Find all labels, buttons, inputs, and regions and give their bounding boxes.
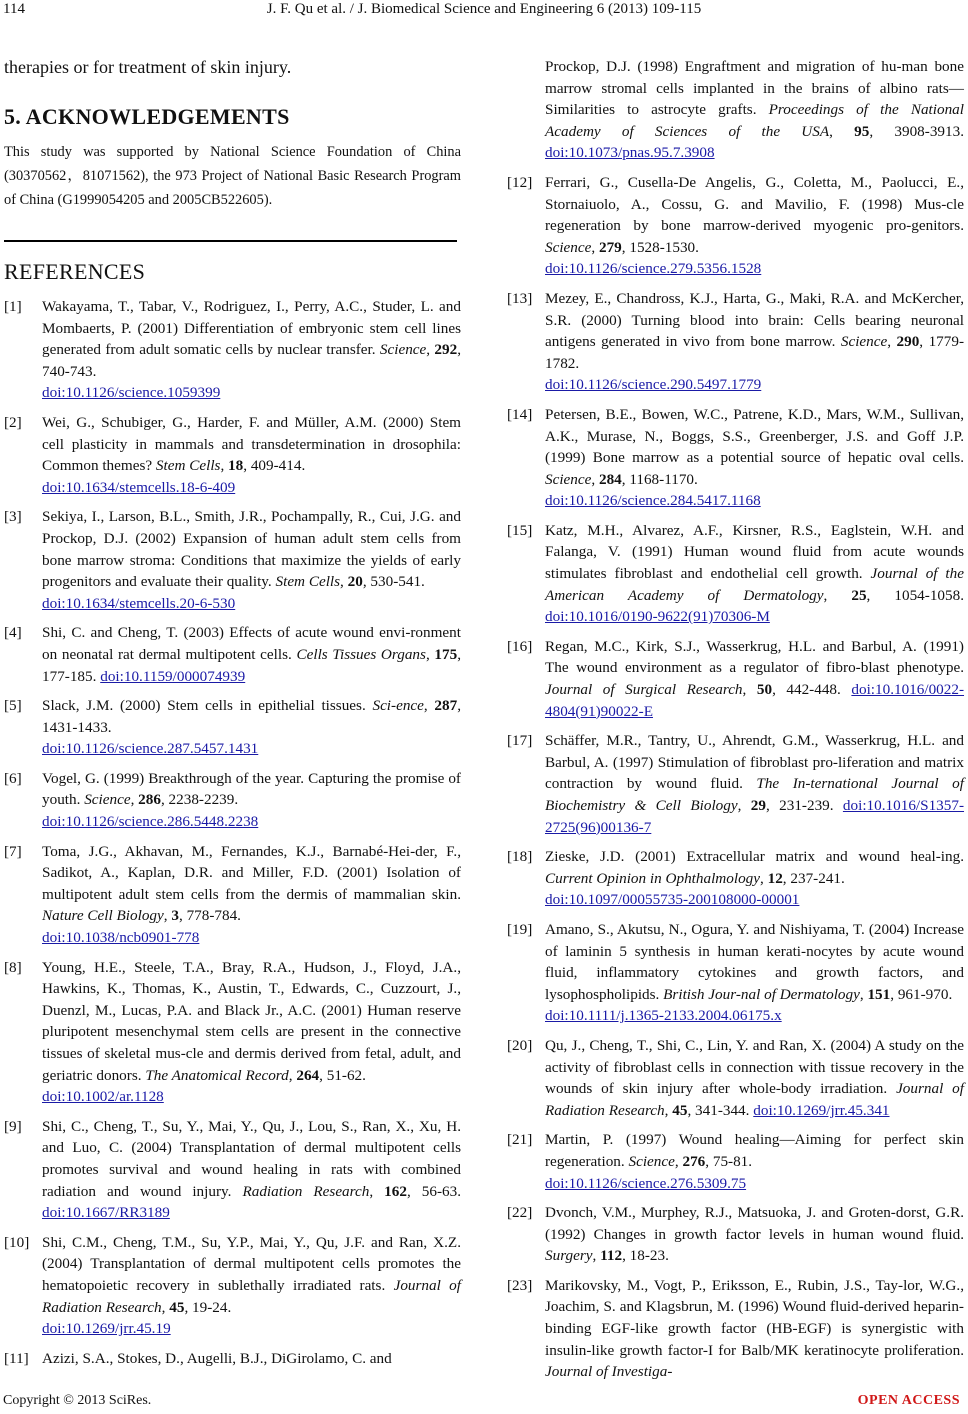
page-number: 114 [3,1,25,17]
reference-body: Vogel, G. (1999) Breakthrough of the year. Capturing the promise of youth. [42,769,461,809]
reference-separator: , [288,1066,297,1084]
reference-journal: Nature Cell Biology [42,907,164,925]
reference-item [4,296,461,404]
reference-number: [16] [507,637,533,655]
reference-number: [1] [4,298,22,315]
reference-journal: Journal of Investiga- [545,1363,673,1381]
reference-item [4,412,461,498]
reference-continuation [507,56,964,164]
reference-pages: , 237-241. [782,869,845,887]
right-column [507,56,964,1391]
reference-pages: , 2238-2239. [160,791,239,809]
reference-journal: Radiation Research [242,1182,370,1200]
reference-body: Amano, S., Akutsu, N., Ogura, Y. and Nishiyama, T. (2004) Increase of laminin 5 synthesis in human kerati-nocytes by acute wound fluid, inflammatory cytokines and growth factors, and lysophospholipids. [545,920,964,1003]
acknowledgements-heading: 5. ACKNOWLEDGEMENTS [4,104,290,129]
reference-separator: , [591,238,599,256]
reference-journal: British Jour-nal of Dermatology [663,985,860,1003]
reference-volume: 292 [434,341,458,359]
reference-separator: , [220,457,229,475]
page-header [0,0,968,30]
reference-journal: Surgery [545,1247,593,1265]
reference-separator: , [859,985,868,1003]
reference-journal: Journal of Radiation Research [545,1080,964,1119]
reference-pages: , 740-743. [42,341,461,380]
reference-item [4,1116,461,1224]
reference-separator: , [742,681,757,699]
reference-volume: 95 [854,122,870,140]
reference-journal: Cells Tissues Organs [296,645,426,663]
reference-journal: Journal of Radiation Research [42,1276,461,1316]
reference-volume: 112 [600,1247,623,1265]
doi-link[interactable]: doi:10.1269/jrr.45.19 [42,1320,171,1338]
reference-pages: , 409-414. [243,457,306,475]
reference-item [507,636,964,722]
reference-list-right [507,172,964,1383]
reference-journal: The Anatomical Record [145,1066,289,1084]
reference-number: [19] [507,920,533,938]
continued-text: therapies or for treatment of skin injury. [4,57,292,77]
reference-volume: 276 [682,1152,706,1170]
reference-body: Ferrari, G., Cusella-De Angelis, G., Coletta, M., Paolucci, E., Stornaiuolo, A., Cossu, G. and Mavilio, F. (1998) Mus-cle regeneration by bone marrow-derived myogenic pro-genitors. [545,173,964,235]
reference-item [507,1275,964,1383]
reference-body: Katz, M.H., Alvarez, A.F., Kirsner, R.S., Eaglstein, W.H. and Falanga, V. (1991) Human wound fluid from acute wounds stimulates fibroblast and endothelial cell growth. [545,521,964,583]
reference-body: Slack, J.M. (2000) Stem cells in epithelial tissues. [42,697,373,715]
doi-link[interactable]: doi:10.1634/stemcells.18-6-409 [42,478,236,496]
reference-item [4,1232,461,1340]
doi-link[interactable]: doi:10.1111/j.1365-2133.2004.06175.x [545,1007,782,1025]
reference-separator: , [425,645,435,663]
reference-volume: 290 [896,333,920,351]
reference-number: [23] [507,1276,533,1294]
section-divider [4,240,457,242]
reference-list-left [4,296,461,1369]
reference-item [507,404,964,512]
reference-volume: 3 [171,907,179,925]
reference-journal: The In-ternational Journal of Biochemistry & Cell Biology [545,775,964,814]
doi-link[interactable]: doi:10.1016/0190-9622(91)70306-M [545,608,770,626]
doi-link[interactable]: doi:10.1159/000074939 [100,667,246,685]
reference-body: Zieske, J.D. (2001) Extracellular matrix and wound heal-ing. [545,848,964,866]
reference-item [507,1129,964,1194]
reference-number: [10] [4,1233,30,1251]
reference-item [507,919,964,1027]
reference-number: [13] [507,289,533,307]
reference-body: Qu, J., Cheng, T., Shi, C., Lin, Y. and Ran, X. (2004) A study on the activity of fibroblast cells in connection with tissue recovery in the wounds of skin injury after whole-body irradiation. [545,1036,964,1098]
reference-item [4,622,461,687]
reference-body: Dvonch, V.M., Murphey, R.J., Matsuoka, J. and Groten-dorst, G.R. (1992) Changes in growth factor levels in human wound fluid. [545,1204,964,1243]
doi-link[interactable]: doi:10.1126/science.276.5309.75 [545,1174,747,1192]
reference-number: [20] [507,1036,533,1054]
reference-separator: , [163,907,172,925]
doi-link[interactable]: doi:10.1126/science.1059399 [42,384,221,402]
reference-pages: , 231-239. [765,797,843,814]
reference-volume: 29 [750,797,766,814]
reference-number: [7] [4,842,22,860]
reference-journal: Science [84,791,131,809]
reference-volume: 50 [756,681,773,699]
reference-number: [8] [4,958,22,976]
reference-body: Regan, M.C., Kirk, S.J., Wasserkrug, H.L. and Barbul, A. (1991) The wound environment as a regulator of fibro-blast phenotype. [545,637,964,677]
reference-item [4,841,461,949]
reference-body: Shi, C.M., Cheng, T.M., Su, Y.P., Mai, Y., Qu, J.F. and Ran, X.Z. (2004) Transplantation of dermal multipotent cells promotes the hematopoietic recovery in sublethally irradiated rats. [42,1233,461,1294]
doi-link[interactable]: doi:10.1667/RR3189 [42,1204,170,1222]
reference-separator: , [760,869,768,887]
reference-item [4,695,461,760]
reference-volume: 279 [598,238,622,256]
reference-journal: Sci-ence [372,697,424,715]
open-access-badge: OPEN ACCESS [857,1393,960,1408]
doi-link[interactable]: doi:10.1016/S1357-2725(96)00136-7 [545,797,965,836]
reference-separator: , [161,1298,170,1316]
reference-item [507,520,964,628]
reference-body: Young, H.E., Steele, T.A., Bray, R.A., Hudson, J., Floyd, J.A., Hawkins, K., Thomas, K., Austin, T., Edwards, C., Cuzzourt, J., Duenzl, M., Lucas, P.A. and Black Jr., A.C. (2001) Human reserve pluripotent mesenchymal stem cells are present in the connective tissues of skeletal mus-cle and dermis derived from fetal, adult, and geriatric donors. [42,958,461,1084]
reference-volume: 45 [672,1101,688,1119]
reference-body: Prockop, D.J. (1998) Engraftment and migration of hu-man bone marrow stromal cells implanted in the brains of albino rats—Similarities to astrocyte grafts. [545,58,964,119]
reference-number: [9] [4,1117,22,1135]
reference-number: [14] [507,405,533,423]
reference-pages: , 177-185. [42,645,461,685]
doi-link[interactable]: doi:10.1126/science.284.5417.1168 [545,492,761,510]
doi-link[interactable]: doi:10.1126/science.287.5457.1431 [42,740,259,758]
reference-item [507,1035,964,1121]
reference-pages: , 1168-1170. [621,470,698,488]
reference-separator: , [591,470,599,488]
reference-item [4,768,461,833]
reference-pages: , 56-63. [406,1182,462,1200]
doi-link[interactable]: doi:10.1634/stemcells.20-6-530 [42,594,236,612]
references-heading: REFERENCES [4,259,146,284]
reference-number: [6] [4,769,22,787]
reference-journal: Journal of the American Academy of Dermatology [545,565,964,604]
reference-pages: , 18-23. [622,1247,669,1265]
reference-journal: Science [840,333,888,351]
reference-pages: , 961-970. [890,985,953,1003]
reference-journal: Science [545,238,592,256]
reference-separator: , [340,573,348,591]
reference-volume: 151 [867,985,891,1003]
reference-number: [15] [507,521,533,539]
reference-body: Mezey, E., Chandross, K.J., Harta, G., Maki, R.A. and McKercher, S.R. (2000) Turning blood into brain: Cells bearing neuronal antigens generated in vivo from bone marrow. [545,289,964,351]
reference-pages: , 3908-3913. [869,122,964,140]
doi-link[interactable]: doi:10.1126/science.286.5448.2238 [42,813,259,831]
reference-item [507,288,964,396]
reference-volume: 287 [434,697,458,715]
reference-separator: , [369,1182,385,1200]
reference-separator: , [829,122,855,140]
reference-item [4,506,461,614]
doi-link[interactable]: doi:10.1126/science.279.5356.1528 [545,260,762,278]
reference-body: Toma, J.G., Akhavan, M., Fernandes, K.J., Barnabé-Hei-der, F., Sadikot, A., Kaplan, D.R. and Miller, F.D. (2001) Isolation of multipotent adult stem cells from the dermis of mammalian skin. [42,842,461,903]
reference-body: Azizi, S.A., Stokes, D., Augelli, B.J., DiGirolamo, C. and [42,1349,392,1367]
reference-journal: Science [545,470,592,488]
reference-item [4,957,461,1108]
left-column [4,56,461,1377]
reference-item [507,172,964,280]
reference-body: Wakayama, T., Tabar, V., Rodriguez, I., Perry, A.C., Studer, L. and Mombaerts, P. (2001) Differentiation of embryonic stem cell lines generated from adult somatic cells by nuclear transfer. [42,298,461,359]
reference-item [507,1202,964,1267]
doi-link[interactable]: doi:10.1126/science.290.5497.1779 [545,376,762,394]
reference-number: [2] [4,413,22,431]
reference-number: [11] [4,1349,29,1367]
reference-pages: , 51-62. [319,1066,366,1084]
copyright-notice: Copyright © 2013 SciRes. [3,1393,152,1408]
reference-pages: , 530-541. [362,573,425,591]
reference-body: Shi, C. and Cheng, T. (2003) Effects of acute wound envi-ronment on neonatal rat dermal multipotent cells. [42,624,461,663]
reference-body: Marikovsky, M., Vogt, P., Eriksson, E., Rubin, J.S., Tay-lor, W.G., Joachim, S. and Klagsbrun, M. (1996) Wound fluid-derived heparin-binding EGF-like growth factor (HB-EGF) is synergistic with insulin-like growth factor-I for Balb/MK keratinocyte proliferation. [545,1276,964,1359]
reference-volume: 25 [851,586,867,604]
acknowledgements-text: This study was supported by National Science Foundation of China (30370562，81071562), the 973 Project of National Basic Research Program of China (G1999054205 and 2005CB522605). [4,144,461,208]
reference-number: [3] [4,508,22,526]
reference-volume: 175 [434,645,458,663]
reference-journal: Stem Cells [275,573,341,591]
reference-journal: Science [379,341,427,359]
reference-volume: 45 [169,1298,185,1316]
reference-pages: , 1431-1433. [42,697,461,736]
reference-pages: , 778-784. [178,907,241,925]
reference-pages: , 341-344. [687,1101,754,1119]
reference-separator: , [423,697,435,715]
reference-body: Sekiya, I., Larson, B.L., Smith, J.R., Pochampally, R., Cui, J.G. and Prockop, D.J. (2002) Expansion of human adult stem cells from bone marrow stroma: Conditions that maximize the yields of early progenitors and evaluate their quality. [42,508,461,591]
reference-volume: 264 [296,1066,320,1084]
doi-link[interactable]: doi:10.1038/ncb0901-778 [42,929,200,947]
reference-pages: , 75-81. [705,1152,753,1170]
reference-separator: , [664,1101,673,1119]
reference-separator: , [130,791,139,809]
reference-separator: , [737,797,751,814]
reference-separator: , [592,1247,601,1265]
running-title: J. F. Qu et al. / J. Biomedical Science and Engineering 6 (2013) 109-115 [266,1,702,17]
reference-number: [18] [507,848,533,866]
reference-journal: Stem Cells [155,457,221,475]
reference-pages: , 1779-1782. [545,333,965,372]
reference-separator: , [823,586,852,604]
reference-separator: , [674,1152,683,1170]
reference-pages: , 442-448. [772,681,852,699]
reference-journal: Proceedings of the National Academy of Sciences of the USA [545,101,964,140]
doi-link[interactable]: doi:10.1269/jrr.45.341 [753,1101,890,1119]
reference-body: Martin, P. (1997) Wound healing—Aiming for perfect skin regeneration. [545,1131,964,1170]
reference-volume: 284 [598,470,622,488]
reference-volume: 286 [138,791,161,809]
reference-journal: Current Opinion in Ophthalmology [545,869,761,887]
reference-separator: , [887,333,897,351]
reference-item [507,846,964,911]
reference-number: [17] [507,732,533,750]
reference-journal: Journal of Surgical Research [545,681,743,699]
doi-link[interactable]: doi:10.1097/00055735-200108000-00001 [545,891,800,909]
reference-item [507,730,964,838]
doi-link[interactable]: doi:10.1002/ar.1128 [42,1088,164,1106]
reference-body: Schäffer, M.R., Tantry, U., Ahrendt, G.M., Wasserkrug, H.L. and Barbul, A. (1997) Stimulation of fibroblast pro-liferation and matrix contraction by wound fluid. [545,732,964,793]
reference-number: [4] [4,624,22,642]
doi-link[interactable]: doi:10.1016/0022-4804(91)90022-E [545,681,965,720]
reference-pages: , 1054-1058. [866,586,964,604]
reference-number: [22] [507,1204,533,1222]
reference-body: Shi, C., Cheng, T., Su, Y., Mai, Y., Qu, J., Lou, S., Ran, X., Xu, H. and Luo, C. (2004) Transplantation of dermal multipotent cells promotes survival and wound healing in rats with combined radiation and wound injury. [42,1117,461,1200]
reference-journal: Science [628,1152,675,1170]
doi-link[interactable]: doi:10.1073/pnas.95.7.3908 [545,144,715,162]
page-footer [0,1393,968,1413]
reference-pages: , 1528-1530. [621,238,699,256]
reference-item [4,1348,461,1370]
reference-volume: 162 [384,1182,407,1200]
reference-body: Petersen, B.E., Bowen, W.C., Patrene, K.D., Mars, W.M., Sullivan, A.K., Murase, N., Boggs, S.S., Greenberger, J.S. and Goff J.P. (1999) Bone marrow as a potential source of hepatic oval cells. [545,405,964,467]
reference-volume: 20 [347,573,363,591]
reference-number: [12] [507,173,533,191]
reference-number: [5] [4,697,22,715]
reference-number: [21] [507,1131,533,1149]
reference-body: Wei, G., Schubiger, G., Harder, F. and Müller, A.M. (2000) Stem cell plasticity in mammals and transdetermination in drosophila: Common themes? [42,413,461,475]
reference-volume: 12 [767,869,783,887]
reference-separator: , [426,341,435,359]
reference-pages: , 19-24. [184,1298,232,1316]
reference-volume: 18 [228,457,244,475]
